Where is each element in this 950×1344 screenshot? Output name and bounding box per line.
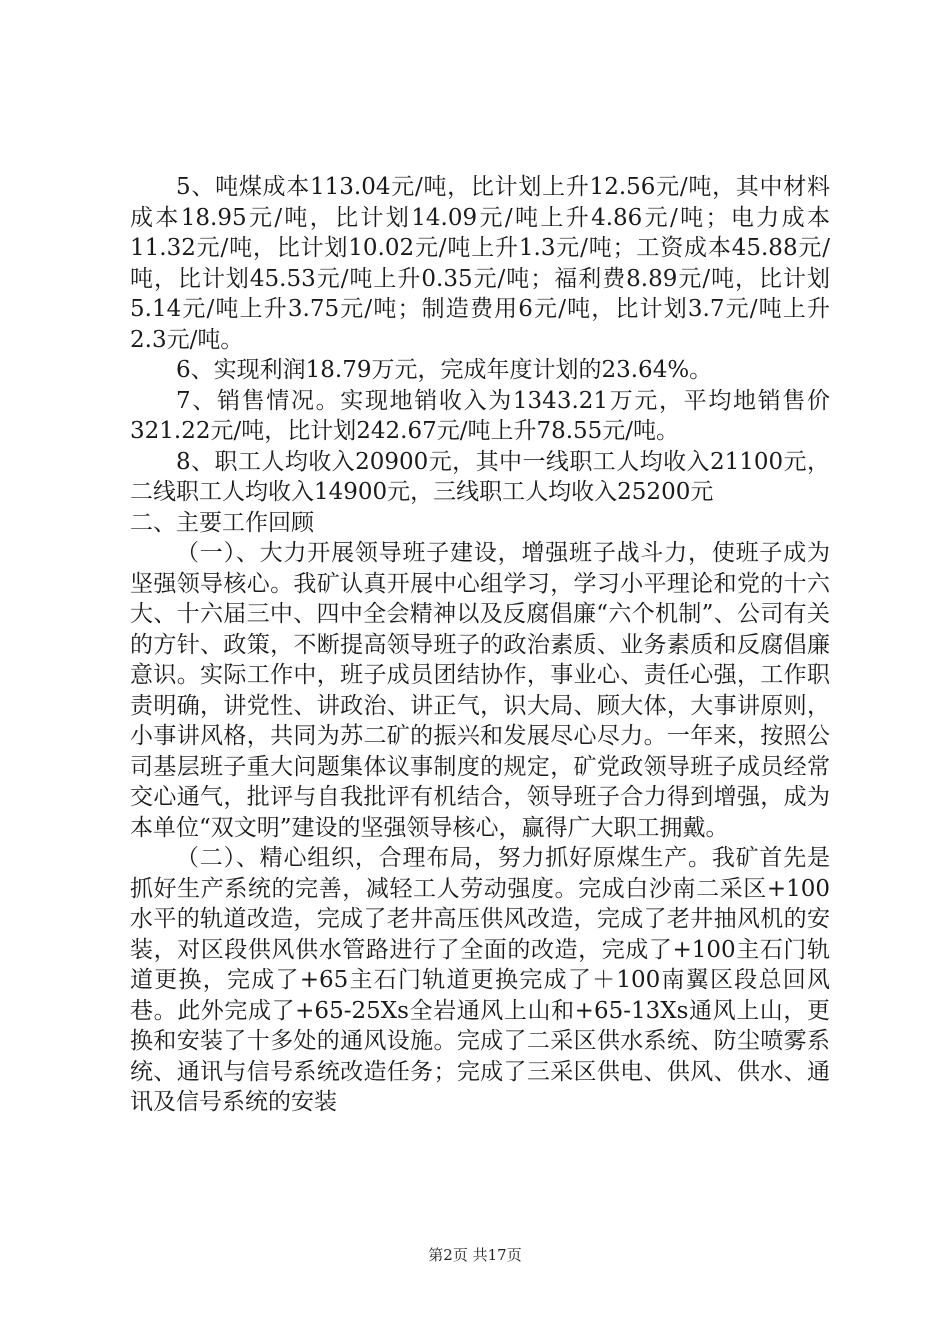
paragraph-income: 8、职工人均收入20900元，其中一线职工人均收入21100元，二线职工人均收入14900元，三线职工人均收入25200元	[130, 448, 830, 505]
paragraph-profit: 6、实现利润18.79万元，完成年度计划的23.64%。	[176, 357, 713, 383]
paragraph-sales: 7、销售情况。实现地销收入为1343.21万元，平均地销售价321.22元/吨，比计划242.67元/吨上升78.55元/吨。	[130, 387, 830, 444]
page-number-footer: 第2页 共17页	[428, 1246, 522, 1264]
paragraph-cost: 5、吨煤成本113.04元/吨，比计划上升12.56元/吨，其中材料成本18.95元/吨，比计划14.09元/吨上升4.86元/吨；电力成本11.32元/吨，比计划10.02元/吨上升1.3元/吨；工资成本45.88元/吨，比计划45.53元/吨上升0.35元/吨；福利费8.89元/吨，比计划5.14元/吨上升3.75元/吨；制造费用6元/吨，比计划3.7元/吨上升2.3元/吨。	[130, 174, 830, 353]
document-body	[130, 172, 830, 1118]
paragraph-production: （二）、精心组织，合理布局，努力抓好原煤生产。我矿首先是抓好生产系统的完善，减轻工人劳动强度。完成白沙南二采区+100水平的轨道改造，完成了老井高压供风改造，完成了老井抽风机的安装，对区段供风供水管路进行了全面的改造，完成了+100主石门轨道更换，完成了+65主石门轨道更换完成了＋100南翼区段总回风巷。此外完成了+65-25Xs全岩通风上山和+65-13Xs通风上山，更换和安装了十多处的通风设施。完成了二采区供水系统、防尘喷雾系统、通讯与信号系统改造任务；完成了三采区供电、供风、供水、通讯及信号系统的安装	[130, 845, 830, 1115]
section-heading: 二、主要工作回顾	[130, 509, 314, 536]
paragraph-leadership: （一）、大力开展领导班子建设，增强班子战斗力，使班子成为坚强领导核心。我矿认真开展中心组学习，学习小平理论和党的十六大、十六届三中、四中全会精神以及反腐倡廉“六个机制”、公司有关的方针、政策，不断提高领导班子的政治素质、业务素质和反腐倡廉意识。实际工作中，班子成员团结协作，事业心、责任心强，工作职责明确，讲党性、讲政治、讲正气，识大局、顾大体，大事讲原则，小事讲风格，共同为苏二矿的振兴和发展尽心尽力。一年来，按照公司基层班子重大问题集体议事制度的规定，矿党政领导班子成员经常交心通气，批评与自我批评有机结合，领导班子合力得到增强，成为本单位“双文明”建设的坚强领导核心，赢得广大职工拥戴。	[130, 540, 830, 841]
